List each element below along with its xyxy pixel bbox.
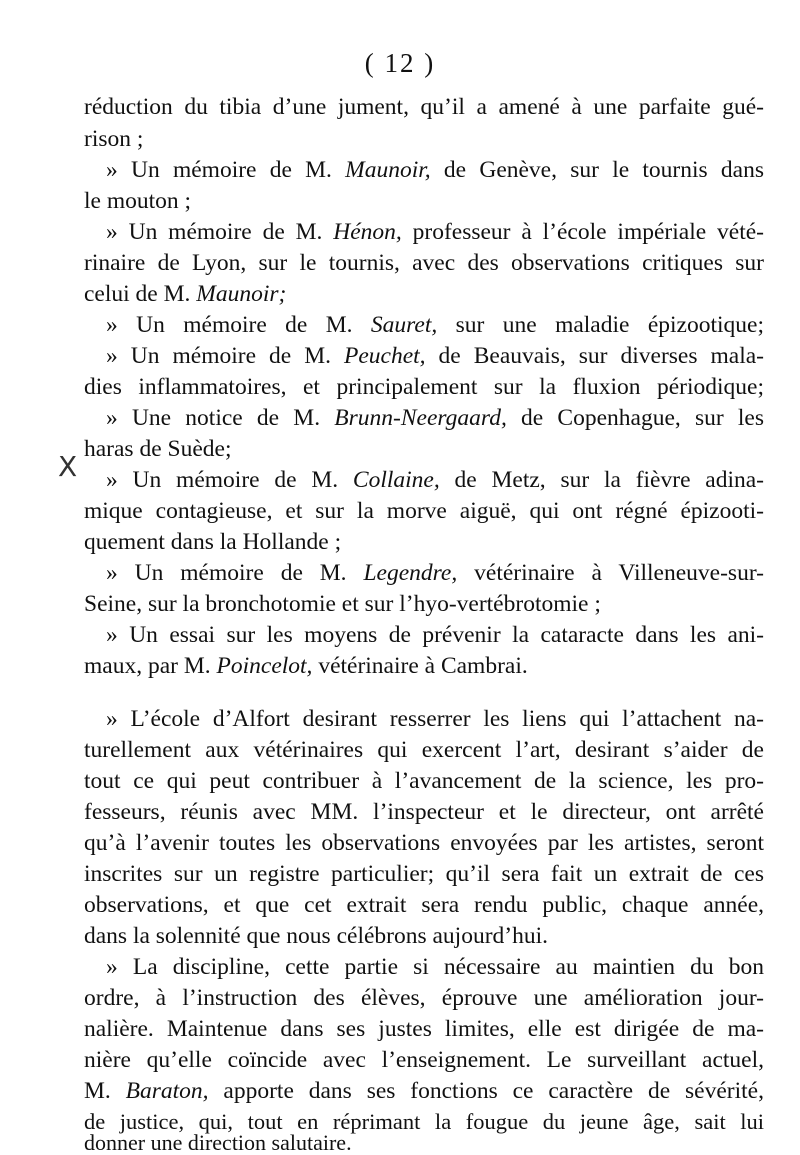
text-line: ordre, à l’instruction des élèves, éprouve une amélioration jour- <box>84 985 764 1011</box>
text-line: donner une direction salutaire. <box>84 1130 352 1155</box>
text-line: dans la solennité que nous célébrons aujourd’hui. <box>84 923 549 949</box>
text-line: nalière. Maintenue dans ses justes limites, elle est dirigée de ma- <box>84 1016 764 1042</box>
text-line: celui de M. Maunoir; <box>84 281 287 307</box>
text-line: » Un mémoire de M. Collaine, de Metz, sur la fièvre adina- <box>106 467 765 493</box>
margin-annotation: X <box>58 450 78 483</box>
text-line: » Un essai sur les moyens de prévenir la cataracte dans les ani- <box>106 622 764 648</box>
author-name: Sauret, <box>370 312 438 338</box>
text-line: tout ce qui peut contribuer à l’avancement de la science, les pro- <box>84 768 764 794</box>
author-name: Collaine, <box>352 467 440 493</box>
page-number: ( 12 ) <box>364 48 436 78</box>
text-line: dies inflammatoires, et principalement sur la fluxion périodique; <box>84 374 764 400</box>
text-line: M. Baraton, apporte dans ses fonctions ce caractère de sévérité, <box>84 1078 764 1104</box>
text-line: » L’école d’Alfort desirant resserrer les liens qui l’attachent na- <box>106 706 764 732</box>
text-line: quement dans la Hollande ; <box>84 529 342 555</box>
text-line: » Une notice de M. Brunn-Neergaard, de Copenhague, sur les <box>106 405 764 431</box>
text-line: fesseurs, réunis avec MM. l’inspecteur et le directeur, ont arrêté <box>84 799 764 825</box>
text-line: » La discipline, cette partie si nécessaire au maintien du bon <box>106 954 764 980</box>
text-line: maux, par M. Poincelot, vétérinaire à Cambrai. <box>84 653 528 679</box>
text-line: rison ; <box>84 126 144 152</box>
text-line: observations, et que cet extrait sera rendu public, chaque année, <box>84 892 764 918</box>
text-line: » Un mémoire de M. Hénon, professeur à l’école impériale vété- <box>106 219 764 245</box>
text-line: haras de Suède; <box>84 436 232 462</box>
author-name: Brunn-Neergaard, <box>334 405 507 431</box>
text-line: qu’à l’avenir toutes les observations envoyées par les artistes, seront <box>84 830 764 856</box>
text-line: réduction du tibia d’une jument, qu’il a amené à une parfaite gué- <box>84 94 764 120</box>
author-name: Maunoir; <box>196 281 287 307</box>
text-line: de justice, qui, tout en réprimant la fougue du jeune âge, sait lui <box>84 1109 764 1134</box>
author-name: Hénon, <box>333 219 402 245</box>
person-name: Baraton, <box>125 1078 209 1104</box>
author-name: Poincelot, <box>216 653 313 679</box>
text-line: rinaire de Lyon, sur le tournis, avec des observations critiques sur <box>84 250 764 276</box>
text-line: » Un mémoire de M. Sauret, sur une maladie épizootique; <box>106 312 764 338</box>
text-line: turellement aux vétérinaires qui exercent l’art, desirant s’aider de <box>84 737 764 763</box>
author-name: Peuchet, <box>343 343 426 369</box>
text-line: nière qu’elle coïncide avec l’enseignement. Le surveillant actuel, <box>84 1047 764 1073</box>
author-name: Maunoir, <box>345 157 431 183</box>
text-line: » Un mémoire de M. Maunoir, de Genève, sur le tournis dans <box>106 157 764 183</box>
text-line: » Un mémoire de M. Legendre, vétérinaire à Villeneuve-sur- <box>106 560 764 586</box>
text-line: Seine, sur la bronchotomie et sur l’hyo-vertébrotomie ; <box>84 591 601 617</box>
text-line: inscrites sur un registre particulier; qu’il sera fait un extrait de ces <box>84 861 764 887</box>
text-line: mique contagieuse, et sur la morve aiguë, qui ont régné épizooti- <box>84 498 764 524</box>
text-line: » Un mémoire de M. Peuchet, de Beauvais, sur diverses mala- <box>106 343 764 369</box>
author-name: Legendre, <box>363 560 458 586</box>
text-line: le mouton ; <box>84 188 192 214</box>
